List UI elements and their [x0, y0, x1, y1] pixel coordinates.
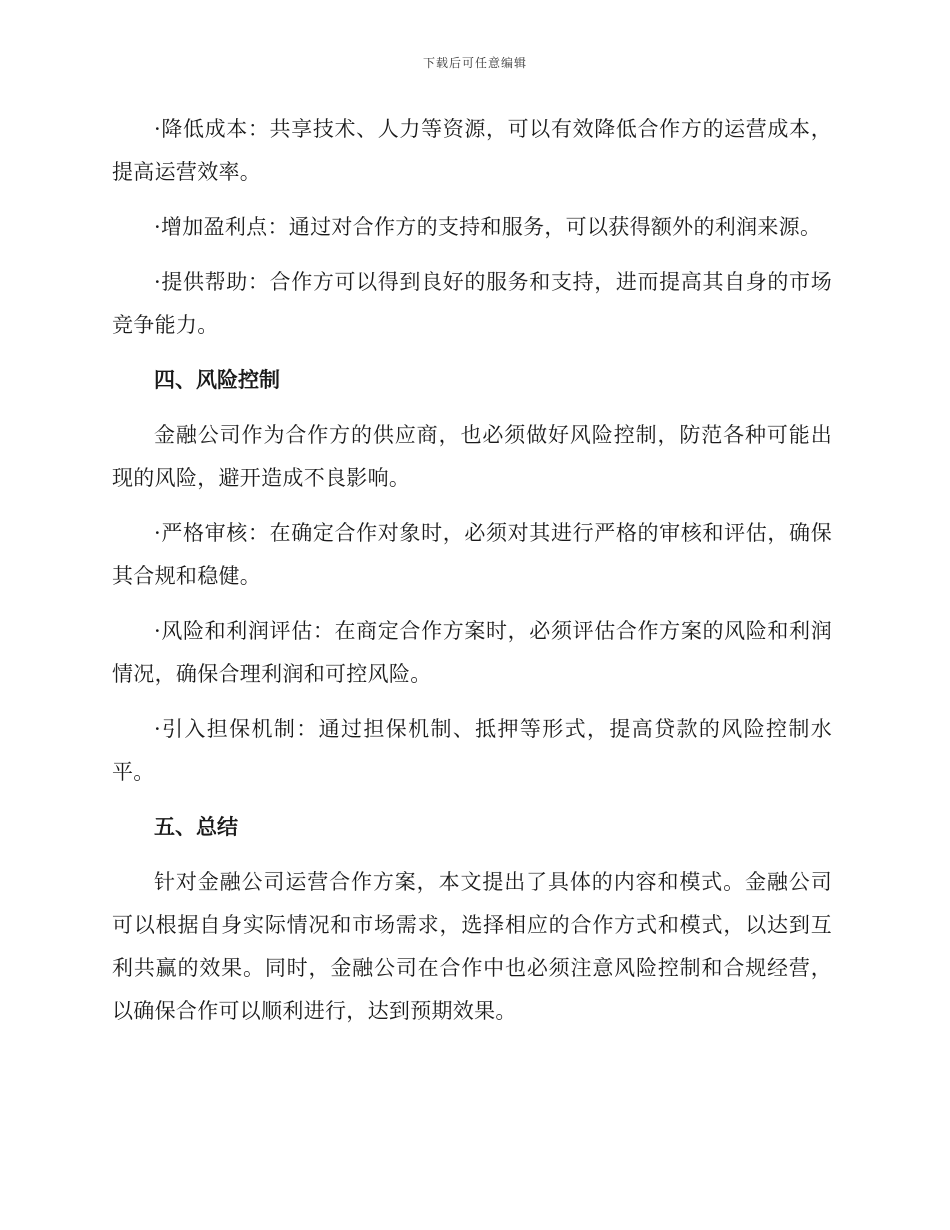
page-header: 下载后可任意编辑: [422, 56, 527, 70]
bullet-risk-profit-assessment: ·风险和利润评估：在商定合作方案时，必须评估合作方案的风险和利润情况，确保合理利润和可控风险。: [112, 619, 832, 686]
bullet-reduce-cost: ·降低成本：共享技术、人力等资源，可以有效降低合作方的运营成本，提高运营效率。: [112, 117, 832, 184]
bullet-provide-help: ·提供帮助：合作方可以得到良好的服务和支持，进而提高其自身的市场竞争能力。: [112, 270, 832, 337]
section-heading-risk-control: 四、风险控制: [154, 368, 280, 392]
document-body: [112, 108, 832, 1045]
bullet-increase-profit: ·增加盈利点：通过对合作方的支持和服务，可以获得额外的利润来源。: [154, 215, 822, 239]
risk-control-intro: 金融公司作为合作方的供应商，也必须做好风险控制，防范各种可能出现的风险，避开造成不良影响。: [112, 423, 832, 490]
section-heading-summary: 五、总结: [154, 815, 238, 839]
bullet-guarantee-mechanism: ·引入担保机制：通过担保机制、抵押等形式，提高贷款的风险控制水平。: [112, 717, 832, 784]
bullet-strict-review: ·严格审核：在确定合作对象时，必须对其进行严格的审核和评估，确保其合规和稳健。: [112, 521, 832, 588]
summary-paragraph: 针对金融公司运营合作方案，本文提出了具体的内容和模式。金融公司可以根据自身实际情况和市场需求，选择相应的合作方式和模式，以达到互利共赢的效果。同时，金融公司在合作中也必须注意风险控制和合规经营，以确保合作可以顺利进行，达到预期效果。: [112, 870, 832, 1023]
